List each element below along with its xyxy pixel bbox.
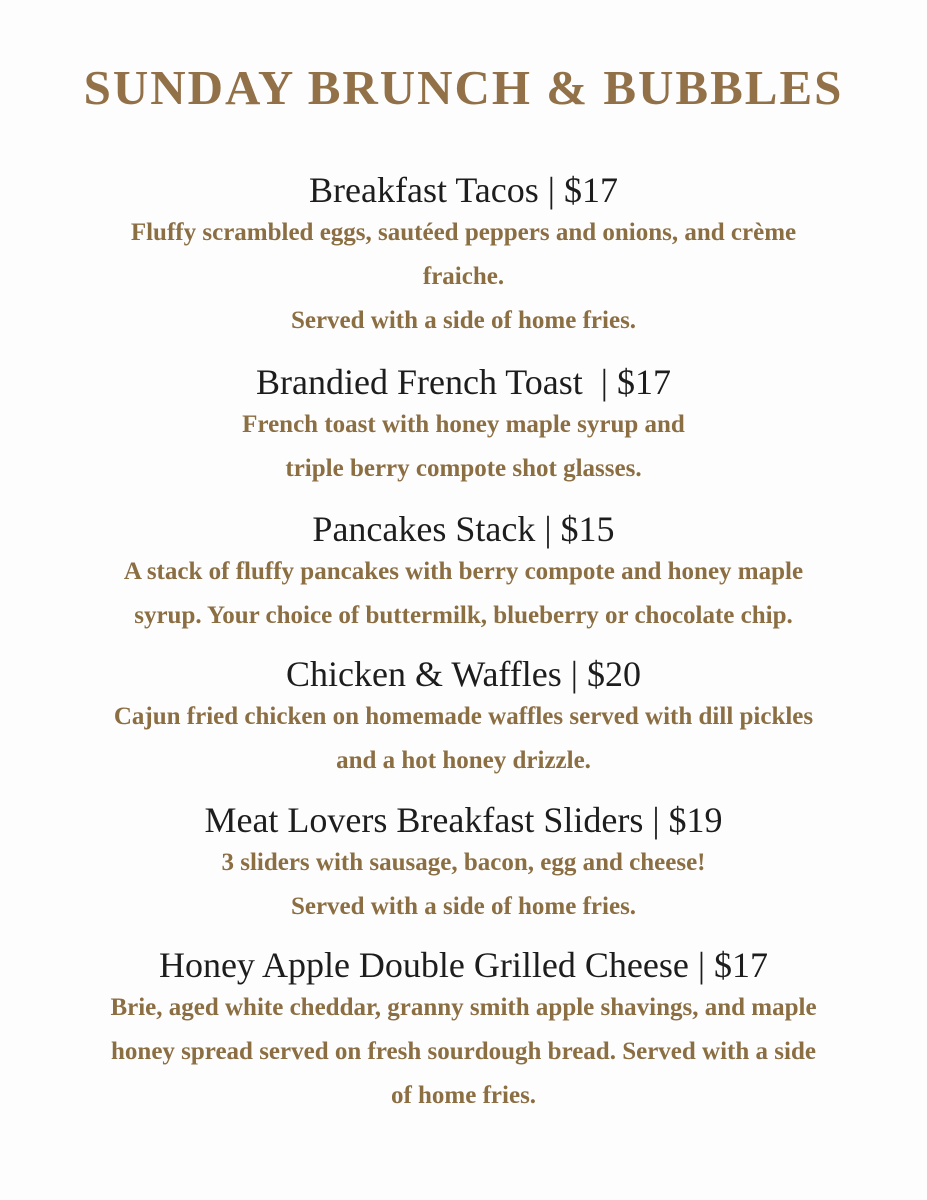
item-description: [0, 986, 927, 1118]
item-name: Brandied French Toast | $17: [256, 362, 671, 402]
description-line: and a hot honey drizzle.: [336, 747, 591, 774]
item-description: [0, 550, 927, 638]
item-description: [0, 695, 927, 783]
menu-item-meat-lovers-sliders: [0, 800, 927, 929]
menu-item-breakfast-tacos: [0, 170, 927, 343]
item-description: [0, 841, 927, 929]
item-name: Honey Apple Double Grilled Cheese | $17: [158, 945, 769, 985]
item-description: [0, 403, 927, 491]
description-line: A stack of fluffy pancakes with berry compote and honey maple: [123, 558, 804, 585]
menu-item-chicken-waffles: [0, 654, 927, 783]
description-line: syrup. Your choice of buttermilk, blueberry or chocolate chip.: [134, 602, 793, 629]
menu-item-brandied-french-toast: [0, 362, 927, 491]
description-line: Served with a side of home fries.: [290, 307, 637, 334]
item-description: [0, 211, 927, 343]
item-name: Pancakes Stack | $15: [312, 509, 615, 549]
description-line: French toast with honey maple syrup and: [242, 411, 685, 438]
description-line: 3 sliders with sausage, bacon, egg and cheese!: [221, 849, 706, 876]
description-line: Cajun fried chicken on homemade waffles served with dill pickles: [113, 703, 814, 730]
description-line: of home fries.: [390, 1082, 537, 1109]
menu-item-honey-apple-grilled-cheese: [0, 945, 927, 1118]
menu-title: SUNDAY BRUNCH & BUBBLES: [83, 60, 844, 115]
description-line: Fluffy scrambled eggs, sautéed peppers and onions, and crème: [130, 219, 797, 246]
description-line: Brie, aged white cheddar, granny smith apple shavings, and maple: [110, 994, 817, 1021]
description-line: fraiche.: [422, 263, 505, 290]
menu-item-pancakes-stack: [0, 509, 927, 638]
item-name: Meat Lovers Breakfast Sliders | $19: [204, 800, 723, 840]
description-line: Served with a side of home fries.: [290, 893, 637, 920]
item-name: Breakfast Tacos | $17: [309, 170, 618, 210]
item-name: Chicken & Waffles | $20: [286, 654, 641, 694]
description-line: triple berry compote shot glasses.: [285, 455, 642, 482]
description-line: honey spread served on fresh sourdough bread. Served with a side: [111, 1038, 816, 1065]
